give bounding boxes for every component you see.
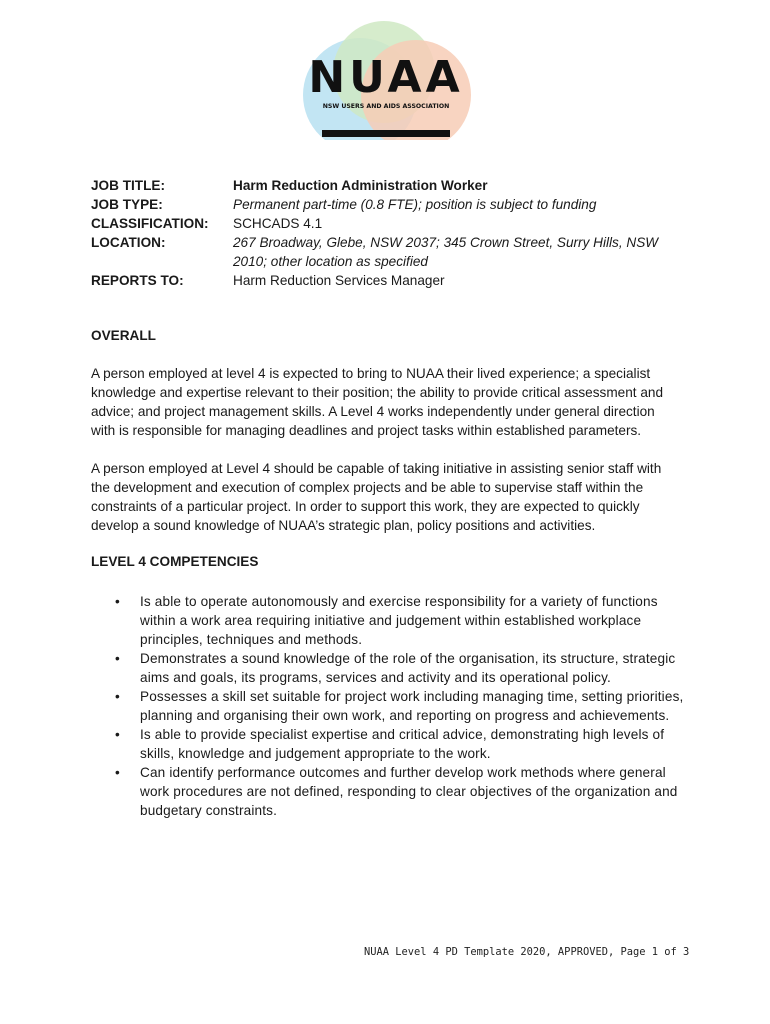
reports-to-value: Harm Reduction Services Manager xyxy=(233,273,445,288)
list-item xyxy=(91,592,691,649)
location-value: 267 Broadway, Glebe, NSW 2037; 345 Crown Street, Surry Hills, NSW 2010; other location as specified xyxy=(233,235,659,269)
bullet-icon: • xyxy=(115,689,120,704)
job-title-value: Harm Reduction Administration Worker xyxy=(233,178,488,193)
location-row xyxy=(91,233,691,271)
job-type-label: JOB TYPE: xyxy=(91,197,163,212)
bullet-icon: • xyxy=(115,765,120,780)
reports-to-row xyxy=(91,271,691,290)
list-item xyxy=(91,687,691,725)
bullet-icon: • xyxy=(115,727,120,742)
overall-heading: OVERALL xyxy=(91,328,156,343)
classification-value: SCHCADS 4.1 xyxy=(233,216,323,231)
competency-text: Can identify performance outcomes and further develop work methods where general work procedures are not defined, responding to clear objectives of the organization and budgetary constraints. xyxy=(140,765,678,818)
overall-paragraph-2: A person employed at Level 4 should be capable of taking initiative in assisting senior staff with the development and execution of complex projects and be able to supervise staff within the constraints of a particular project. In order to support this work, they are expected to quickly develop a sound knowledge of NUAA’s strategic plan, policy positions and activities. xyxy=(91,461,662,533)
competency-text: Is able to provide specialist expertise and critical advice, demonstrating high levels of skills, knowledge and judgement appropriate to the work. xyxy=(140,727,665,761)
list-item xyxy=(91,649,691,687)
overall-paragraph-1: A person employed at level 4 is expected to bring to NUAA their lived experience; a specialist knowledge and expertise relevant to their position; the ability to provide critical assessment and advice; and project management skills. A Level 4 works independently under general direction with is responsible for managing deadlines and project tasks within established parameters. xyxy=(91,366,664,438)
page-footer: NUAA Level 4 PD Template 2020, APPROVED, Page 1 of 3 xyxy=(364,946,690,958)
classification-row xyxy=(91,214,691,233)
job-title-row xyxy=(91,176,691,195)
list-item xyxy=(91,725,691,763)
job-details xyxy=(91,176,691,290)
job-type-value: Permanent part-time (0.8 FTE); position is subject to funding xyxy=(233,197,597,212)
job-type-row xyxy=(91,195,691,214)
logo-wordmark: NUAA xyxy=(308,52,464,103)
bullet-icon: • xyxy=(115,594,120,609)
competency-text: Possesses a skill set suitable for project work including managing time, setting priorities, planning and organising their own work, and reporting on progress and achievements. xyxy=(140,689,684,723)
classification-label: CLASSIFICATION: xyxy=(91,216,209,231)
job-title-label: JOB TITLE: xyxy=(91,178,166,193)
nuaa-logo xyxy=(300,20,472,140)
reports-to-label: REPORTS TO: xyxy=(91,273,184,288)
competency-text: Is able to operate autonomously and exercise responsibility for a variety of functions within a work area requiring initiative and judgement within established workplace principles, techniques and methods. xyxy=(140,594,658,647)
competencies-heading: LEVEL 4 COMPETENCIES xyxy=(91,554,259,569)
competencies-list xyxy=(91,592,691,820)
competency-text: Demonstrates a sound knowledge of the role of the organisation, its structure, strategic aims and goals, its programs, services and activity and its operational policy. xyxy=(140,651,676,685)
list-item xyxy=(91,763,691,820)
location-label: LOCATION: xyxy=(91,235,166,250)
logo-subtitle: NSW USERS AND AIDS ASSOCIATION xyxy=(322,103,450,110)
bullet-icon: • xyxy=(115,651,120,666)
